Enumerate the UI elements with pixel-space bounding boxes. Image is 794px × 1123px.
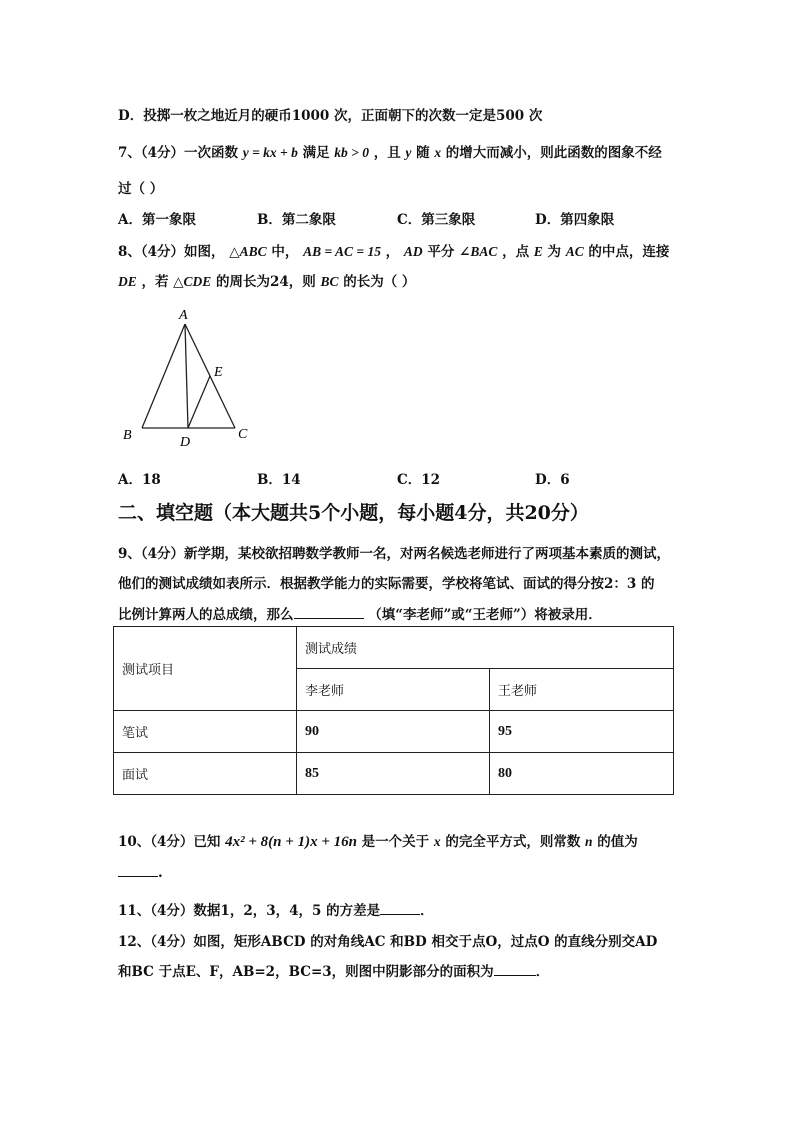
q7-line1 (118, 141, 662, 161)
q8-option-d: D．6 (535, 472, 570, 488)
q10-var-n: n (585, 834, 593, 849)
q8-option-a: A．18 (118, 472, 161, 488)
table-cell: 80 (490, 753, 674, 795)
q7-var-y: y (405, 145, 412, 160)
q8-line1 (118, 240, 669, 260)
q8-equality: AB = AC = 15 (303, 244, 381, 259)
q9-line3 (118, 603, 602, 623)
q12-answer-blank[interactable] (494, 963, 536, 976)
q10-end: . (158, 865, 163, 881)
q8-mid3: 平分 (427, 244, 455, 260)
q9-line3-b: （填“李老师”或“王老师”）将被录用． (368, 607, 602, 623)
q7-option-c: C．第三象限 (397, 212, 476, 228)
q9-answer-blank[interactable] (294, 606, 364, 619)
label-e: E (214, 365, 223, 380)
q8-mid4: ，点 (502, 244, 530, 260)
table-header-teacher-wang: 王老师 (490, 669, 674, 711)
q8-angle: ∠BAC (459, 244, 498, 259)
table-cell: 90 (297, 711, 490, 753)
q7-mid1: 满足 (302, 145, 330, 161)
table-row-label: 笔试 (114, 711, 297, 753)
q11-line (118, 899, 434, 919)
q7-formula-linear: y = kx + b (242, 145, 298, 160)
q7-mid2: ，且 (373, 145, 401, 161)
q11-text: 11、（4分）数据1，2，3，4，5 的方差是 (118, 903, 381, 919)
q7-option-d: D．第四象限 (535, 212, 615, 228)
section-2-title: 二、填空题（本大题共5个小题，每小题4分，共20分） (118, 502, 589, 524)
q8-segment-ad: AD (403, 244, 423, 259)
q8-mid2: ， (385, 244, 400, 260)
q8-triangle-abc: △ABC (229, 244, 267, 259)
q8-line2-a: ，若 (141, 274, 169, 290)
segment-ad (185, 324, 188, 428)
label-c: C (238, 427, 248, 442)
q11-answer-blank[interactable] (380, 902, 420, 915)
q8-segment-ac: AC (565, 244, 584, 259)
q9-score-table (113, 626, 674, 795)
q7-mid3: 随 (416, 145, 430, 161)
q7-option-b: B．第二象限 (257, 212, 336, 228)
label-a: A (179, 308, 188, 323)
q11-end: ． (420, 903, 434, 919)
q8-mid5: 为 (547, 244, 561, 260)
q7-var-x: x (434, 145, 442, 160)
q8-option-b: B．14 (257, 472, 301, 488)
table-row-label: 面试 (114, 753, 297, 795)
q8-prefix: 8、（4分）如图， (118, 244, 225, 260)
q12-line1: 12、（4分）如图，矩形ABCD 的对角线AC 和BD 相交于点O，过点O 的直线分别交AD (118, 934, 658, 950)
q12-text: 和BC 于点E、F，AB=2，BC=3，则图中阴影部分的面积为 (118, 964, 494, 980)
q10-formula: 4x² + 8(n + 1)x + 16n (225, 834, 357, 850)
q12-end: ． (535, 964, 550, 980)
q8-line2 (118, 270, 415, 290)
table-header-teacher-li: 李老师 (297, 669, 490, 711)
q8-mid1: 中， (271, 244, 299, 260)
q8-point-e: E (533, 244, 543, 259)
table-header-item: 测试项目 (114, 627, 297, 711)
q8-suffix: 的中点，连接 (588, 244, 670, 260)
q10-var-x: x (433, 834, 441, 849)
q9-line1: 9、（4分）新学期，某校欲招聘数学教师一名，对两名候选老师进行了两项基本素质的测试， (118, 546, 671, 562)
q10-suffix: 的值为 (597, 834, 638, 850)
q8-triangle-cde: △CDE (173, 274, 212, 289)
table-row (114, 753, 674, 795)
q10-line1 (118, 830, 638, 851)
table-header-score: 测试成绩 (297, 627, 674, 669)
q6-option-d: D．投掷一枚之地近月的硬币1000 次，正面朝下的次数一定是500 次 (118, 108, 543, 124)
q7-line2: 过（ ） (118, 181, 164, 197)
q10-line2 (118, 864, 163, 881)
q7-prefix: 7、（4分）一次函数 (118, 145, 239, 161)
table-row (114, 711, 674, 753)
q12-line2 (118, 960, 549, 980)
q10-answer-blank[interactable] (118, 864, 158, 877)
q8-line2-c: 的长为（ ） (343, 274, 416, 290)
q10-prefix: 10、（4分）已知 (118, 834, 221, 850)
q7-formula-kb: kb > 0 (334, 145, 369, 160)
label-b: B (123, 428, 132, 443)
q7-option-a: A．第一象限 (118, 212, 196, 228)
label-d: D (180, 435, 191, 450)
q10-mid1: 是一个关于 (361, 834, 430, 850)
q9-line2: 他们的测试成绩如表所示．根据教学能力的实际需要，学校将笔试、面试的得分按2：3 的 (118, 576, 655, 592)
table-cell: 95 (490, 711, 674, 753)
q10-mid2: 的完全平方式，则常数 (445, 834, 581, 850)
q8-triangle-figure (110, 300, 270, 450)
table-cell: 85 (297, 753, 490, 795)
q8-segment-de: DE (118, 274, 137, 289)
segment-ab (142, 324, 185, 428)
q8-line2-b: 的周长为24，则 (216, 274, 316, 290)
segment-de (188, 376, 210, 428)
q9-line3-a: 比例计算两人的总成绩，那么 (118, 607, 294, 623)
q7-suffix: 的增大而减小，则此函数的图象不经 (445, 145, 662, 161)
q8-option-c: C．12 (397, 472, 441, 488)
q8-segment-bc: BC (320, 274, 339, 289)
